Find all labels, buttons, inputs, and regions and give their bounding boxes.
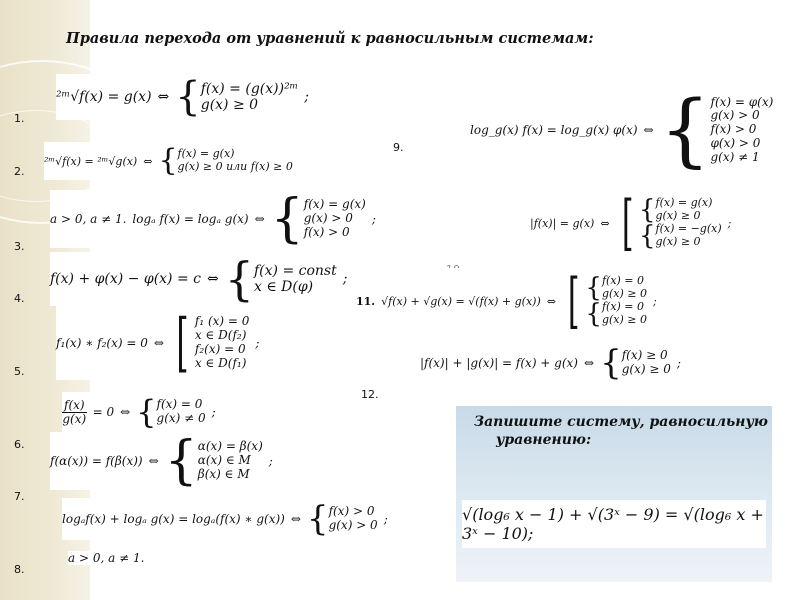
- rule-number-2: 2.: [14, 165, 25, 178]
- page-title: Правила перехода от уравнений к равносильным системам:: [66, 30, 594, 47]
- rule-number-9: 9.: [393, 141, 404, 154]
- rule-1-line-1: f(x) = (g(x))²ᵐ: [200, 80, 299, 97]
- semicolon: ;: [676, 356, 681, 370]
- brace: {: [158, 143, 178, 178]
- equivalence-arrow: ⇔: [254, 212, 265, 226]
- rule-1-left: ²ᵐ√f(x) = g(x): [56, 89, 152, 105]
- rule-12-left: |f(x)| + |g(x)| = f(x) + g(x): [420, 356, 578, 370]
- rule-number-7: 7.: [14, 490, 25, 503]
- rule-10-left: |f(x)| = g(x): [530, 216, 595, 230]
- rule-12-line-1: f(x) ≥ 0: [621, 348, 668, 363]
- rule-2-line-2: g(x) ≥ 0 или f(x) ≥ 0: [177, 160, 293, 173]
- rule-5-line-1: f₁ (x) = 0: [194, 314, 250, 329]
- equivalence-arrow: ⇔: [120, 405, 131, 419]
- rule-number-5: 5.: [14, 365, 25, 378]
- rule-8-left: logₐf(x) + logₐ g(x) = logₐ(f(x) ∗ g(x)): [62, 512, 285, 526]
- rule-5-line-4: x ∈ D(f₁): [194, 355, 247, 370]
- rule-number-1: 1.: [14, 112, 25, 125]
- rule-4-line-2: x ∈ D(φ): [254, 279, 314, 295]
- equivalence-arrow: ⇔: [643, 123, 654, 137]
- rule-11-b-line-1: f(x) = 0: [601, 300, 645, 314]
- semicolon: ;: [211, 405, 216, 419]
- rule-6-line-2: g(x) ≠ 0: [156, 411, 206, 425]
- rule-number-6: 6.: [14, 438, 25, 451]
- rule-9-line-1: f(x) = φ(x): [710, 94, 774, 109]
- rule-9-line-5: g(x) ≠ 1: [710, 149, 760, 164]
- rule-2-formula: [44, 142, 293, 180]
- bracket: [: [621, 188, 634, 258]
- task-equation: √(log₆ x − 1) + √(3ˣ − 9) = √(log₆ x + 3ˣ − 10);: [462, 500, 766, 548]
- rule-6-equals: = 0: [92, 405, 115, 419]
- task-title-line-1: Запишите систему, равносильную: [474, 414, 768, 430]
- rule-5-line-2: x ∈ D(f₂): [194, 328, 247, 343]
- rule-4-left: f(x) + φ(x) − φ(x) = c: [50, 271, 201, 287]
- rule-11-left: √f(x) + √g(x) = √(f(x) + g(x)): [381, 294, 541, 308]
- rule-10-a-line-2: g(x) ≥ 0: [655, 209, 701, 222]
- rule-number-8: 8.: [14, 563, 25, 576]
- brace: {: [224, 252, 254, 306]
- bracket: [: [567, 266, 580, 336]
- equivalence-arrow: ⇔: [600, 216, 610, 230]
- rule-11-b-line-2: g(x) ≥ 0: [601, 313, 647, 326]
- equivalence-arrow: ⇔: [290, 512, 301, 526]
- brace: {: [638, 221, 656, 251]
- rule-9-formula: [470, 84, 773, 176]
- rule-12-line-2: g(x) ≥ 0: [621, 362, 671, 376]
- equivalence-arrow: ⇔: [153, 336, 164, 350]
- rule-10-b-line-1: f(x) = −g(x): [655, 222, 722, 236]
- rule-7-line-3: β(x) ∈ M: [197, 466, 250, 481]
- rule-10-b-line-2: g(x) ≥ 0: [655, 235, 701, 248]
- rule-9-line-4: φ(x) > 0: [710, 135, 761, 150]
- brace: {: [585, 299, 602, 329]
- rule-10-formula: [530, 190, 731, 256]
- rule-11-a-line-2: g(x) ≥ 0: [601, 287, 647, 300]
- task-title-line-2: уравнению:: [496, 431, 592, 448]
- brace: {: [638, 195, 656, 225]
- rule-11-a-line-1: f(x) = 0: [601, 274, 645, 288]
- rule-11-number: 11.: [356, 294, 376, 308]
- fraction-denominator: g(x): [62, 411, 87, 426]
- rule-3-line-3: f(x) > 0: [303, 224, 350, 239]
- rule-9-left: log_g(x) f(x) = log_g(x) φ(x): [470, 123, 638, 137]
- semicolon: ;: [727, 216, 732, 230]
- rule-number-12: 12.: [361, 388, 379, 401]
- task-box: [456, 406, 772, 582]
- semicolon: ;: [653, 294, 657, 308]
- rule-2-left: ²ᵐ√f(x) = ²ᵐ√g(x): [44, 154, 138, 168]
- rule-3-line-1: f(x) = g(x): [303, 197, 366, 212]
- rule-9-line-2: g(x) > 0: [710, 108, 760, 123]
- semicolon: ;: [304, 89, 309, 105]
- rule-7-left: f(α(x)) = f(β(x)): [50, 454, 143, 468]
- rule-12-formula: [420, 342, 681, 384]
- rule-8-formula: [62, 498, 388, 540]
- rule-3-formula: [50, 190, 376, 248]
- brace: {: [585, 273, 602, 303]
- rule-1-formula: [56, 74, 309, 120]
- semicolon: ;: [383, 512, 388, 526]
- rule-4-line-1: f(x) = const: [254, 262, 337, 279]
- brace: {: [136, 393, 157, 431]
- semicolon: ;: [255, 336, 260, 350]
- bracket: [: [176, 306, 189, 380]
- brace: {: [175, 74, 201, 120]
- brace: {: [659, 83, 711, 176]
- rule-9-line-3: f(x) > 0: [710, 122, 757, 137]
- rule-6-line-1: f(x) = 0: [156, 397, 203, 412]
- rule-number-3: 3.: [14, 240, 25, 253]
- equivalence-arrow: ⇔: [546, 294, 556, 308]
- brace: {: [164, 431, 198, 491]
- rule-4-formula: [50, 252, 347, 306]
- rule-10-a-line-1: f(x) = g(x): [655, 196, 713, 210]
- rule-5-line-3: f₂(x) = 0: [194, 342, 246, 356]
- rule-1-line-2: g(x) ≥ 0: [200, 97, 259, 113]
- semicolon: ;: [342, 271, 348, 287]
- rule-11-formula: [356, 268, 657, 334]
- rule-8-line-2: g(x) > 0: [328, 518, 378, 532]
- equivalence-arrow: ⇔: [584, 356, 595, 370]
- brace: {: [600, 343, 622, 383]
- rule-3-left: logₐ f(x) = logₐ g(x): [132, 212, 249, 226]
- task-title: [474, 414, 768, 449]
- rule-6-fraction: [62, 399, 87, 425]
- equivalence-arrow: ⇔: [148, 454, 159, 468]
- rule-8-line-1: f(x) > 0: [328, 504, 375, 519]
- semicolon: ;: [268, 454, 273, 468]
- rule-3-condition: a > 0, a ≠ 1.: [50, 212, 127, 226]
- semicolon: ;: [371, 212, 376, 226]
- equivalence-arrow: ⇔: [206, 271, 219, 287]
- rule-7-formula: [50, 432, 273, 490]
- rule-5-formula: [56, 306, 259, 380]
- rule-5-left: f₁(x) ∗ f₂(x) = 0: [56, 336, 148, 350]
- brace: {: [306, 499, 329, 539]
- equivalence-arrow: ⇔: [157, 89, 170, 105]
- fraction-numerator: f(x): [64, 397, 85, 412]
- rule-8-condition: a > 0, a ≠ 1.: [68, 551, 145, 565]
- equivalence-arrow: ⇔: [143, 154, 153, 168]
- rule-3-line-2: g(x) > 0: [303, 211, 353, 226]
- rule-7-line-2: α(x) ∈ M: [197, 453, 251, 468]
- brace: {: [270, 189, 304, 249]
- rule-6-formula: [62, 392, 216, 432]
- rule-number-4: 4.: [14, 292, 25, 305]
- rule-2-line-1: f(x) = g(x): [177, 147, 235, 161]
- rule-7-line-1: α(x) = β(x): [197, 439, 263, 454]
